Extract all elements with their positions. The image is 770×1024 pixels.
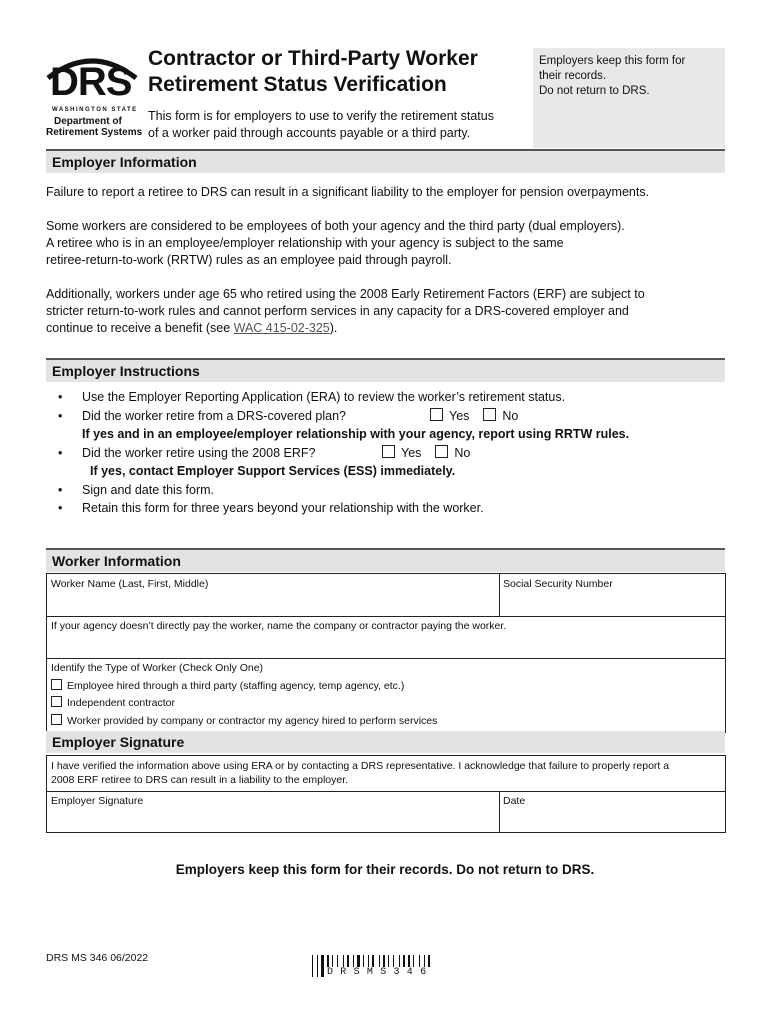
paragraph-dual-employers xyxy=(46,218,725,269)
option-label: Independent contractor xyxy=(67,697,175,709)
keep-notice-box xyxy=(533,48,725,148)
ssn-field[interactable]: Social Security Number xyxy=(503,578,613,590)
section-heading: Employer Information xyxy=(52,154,197,170)
employer-signature-field[interactable]: Employer Signature xyxy=(51,795,144,807)
worker-type-label: Identify the Type of Worker (Check Only One) xyxy=(51,662,264,674)
logo-acronym: DRS xyxy=(50,60,132,104)
logo-state-line: WASHINGTON STATE xyxy=(52,107,138,113)
para3-line-3 xyxy=(46,320,725,337)
erf-yes-option[interactable] xyxy=(382,444,421,463)
item-text: Sign and date this form. xyxy=(82,482,215,497)
option-label: Worker provided by company or contractor my agency hired to perform services xyxy=(67,715,438,727)
checkbox[interactable] xyxy=(51,679,62,690)
option-label: Yes xyxy=(401,445,422,460)
worker-type-option-2[interactable] xyxy=(51,696,175,710)
paragraph-erf xyxy=(46,286,725,337)
list-item xyxy=(46,388,725,407)
list-item xyxy=(46,407,725,426)
item-text: Retain this form for three years beyond your relationship with the worker. xyxy=(82,501,484,515)
para2-line-2: A retiree who is in an employee/employer relationship with your agency is subject to the same xyxy=(46,236,564,250)
attestation-text xyxy=(51,759,721,787)
para3-line-1: Additionally, workers under age 65 who retired using the 2008 Early Retirement Factors (ERF) are subject to xyxy=(46,287,645,301)
item-text: Did the worker retire using the 2008 ERF? xyxy=(82,445,316,460)
logo-dept-line: Department of xyxy=(54,116,122,127)
para3-text-a: continue to receive a benefit (see xyxy=(46,321,234,335)
payer-field[interactable]: If your agency doesn’t directly pay the worker, name the company or contractor paying the worker. xyxy=(51,620,507,632)
form-title xyxy=(148,46,528,98)
section-heading: Employer Instructions xyxy=(52,363,200,379)
item-note: If yes, contact Employer Support Services (ESS) immediately. xyxy=(90,464,456,478)
worker-type-option-3[interactable] xyxy=(51,714,437,728)
list-item xyxy=(46,481,725,500)
section-heading: Worker Information xyxy=(52,553,181,569)
item-note: If yes and in an employee/employer relationship with your agency, report using RRTW rules. xyxy=(82,427,630,441)
intro-line-2: of a worker paid through accounts payable or a third party. xyxy=(148,126,471,140)
paragraph-liability: Failure to report a retiree to DRS can result in a significant liability to the employer for pension overpayments. xyxy=(46,185,650,199)
checkbox[interactable] xyxy=(51,696,62,707)
section-heading: Employer Signature xyxy=(52,734,185,750)
title-line-2: Retirement Status Verification xyxy=(148,73,447,96)
attest-line-1: I have verified the information above using ERA or by contacting a DRS representative. I acknowledge that failure to properly report a xyxy=(51,760,670,772)
bullet: • xyxy=(58,390,63,404)
barcode-text: DRSMS346 xyxy=(327,967,434,978)
option-label: Employee hired through a third party (staffing agency, temp agency, etc.) xyxy=(67,680,405,692)
title-line-1: Contractor or Third-Party Worker xyxy=(148,47,478,70)
para3-line-2: stricter return-to-work rules and cannot perform services in any capacity for a DRS-covered employer and xyxy=(46,304,629,318)
list-item xyxy=(46,499,725,518)
para2-line-1: Some workers are considered to be employees of both your agency and the third party (dual employers). xyxy=(46,219,625,233)
section-worker-information xyxy=(46,548,725,572)
para3-text-b: ). xyxy=(329,321,338,335)
attest-line-2: 2008 ERF retiree to DRS can result in a liability to the employer. xyxy=(51,774,349,786)
form-number: DRS MS 346 06/2022 xyxy=(46,952,149,964)
wac-link[interactable]: WAC 415-02-325 xyxy=(233,321,330,335)
date-field[interactable]: Date xyxy=(503,795,526,807)
option-label: Yes xyxy=(449,408,470,423)
checkbox[interactable] xyxy=(435,445,448,458)
logo-systems-line: Retirement Systems xyxy=(46,127,143,138)
para2-line-3: retiree-return-to-work (RRTW) rules as an employee paid through payroll. xyxy=(46,253,452,267)
erf-no-option[interactable] xyxy=(435,444,470,463)
worker-type-option-1[interactable] xyxy=(51,679,404,693)
keep-line-1: Employers keep this form for xyxy=(539,55,686,67)
bullet: • xyxy=(58,501,63,515)
instruction-list xyxy=(46,388,725,518)
bullet: • xyxy=(58,445,63,460)
checkbox[interactable] xyxy=(430,408,443,421)
item-text: Did the worker retire from a DRS-covered plan? xyxy=(82,408,346,423)
worker-name-field[interactable]: Worker Name (Last, First, Middle) xyxy=(51,578,209,590)
checkbox[interactable] xyxy=(382,445,395,458)
form-intro xyxy=(148,108,528,142)
drs-plan-yes-option[interactable] xyxy=(430,407,469,426)
checkbox[interactable] xyxy=(51,714,62,725)
drs-plan-no-option[interactable] xyxy=(483,407,518,426)
checkbox[interactable] xyxy=(483,408,496,421)
list-item xyxy=(46,444,725,463)
option-label: No xyxy=(454,445,471,460)
footer-keep-notice: Employers keep this form for their records. Do not return to DRS. xyxy=(175,862,595,877)
keep-line-2: their records. xyxy=(539,70,607,82)
bullet: • xyxy=(58,482,63,497)
section-employer-information xyxy=(46,149,725,173)
intro-line-1: This form is for employers to use to verify the retirement status xyxy=(148,109,494,123)
section-employer-instructions xyxy=(46,358,725,382)
worker-information-table xyxy=(46,573,726,733)
drs-logo xyxy=(44,50,143,142)
signature-table xyxy=(46,755,726,833)
keep-line-3: Do not return to DRS. xyxy=(539,85,650,97)
section-employer-signature xyxy=(46,731,725,753)
option-label: No xyxy=(502,408,519,423)
item-text: Use the Employer Reporting Application (ERA) to review the worker’s retirement status. xyxy=(82,390,566,404)
bullet: • xyxy=(58,408,63,423)
